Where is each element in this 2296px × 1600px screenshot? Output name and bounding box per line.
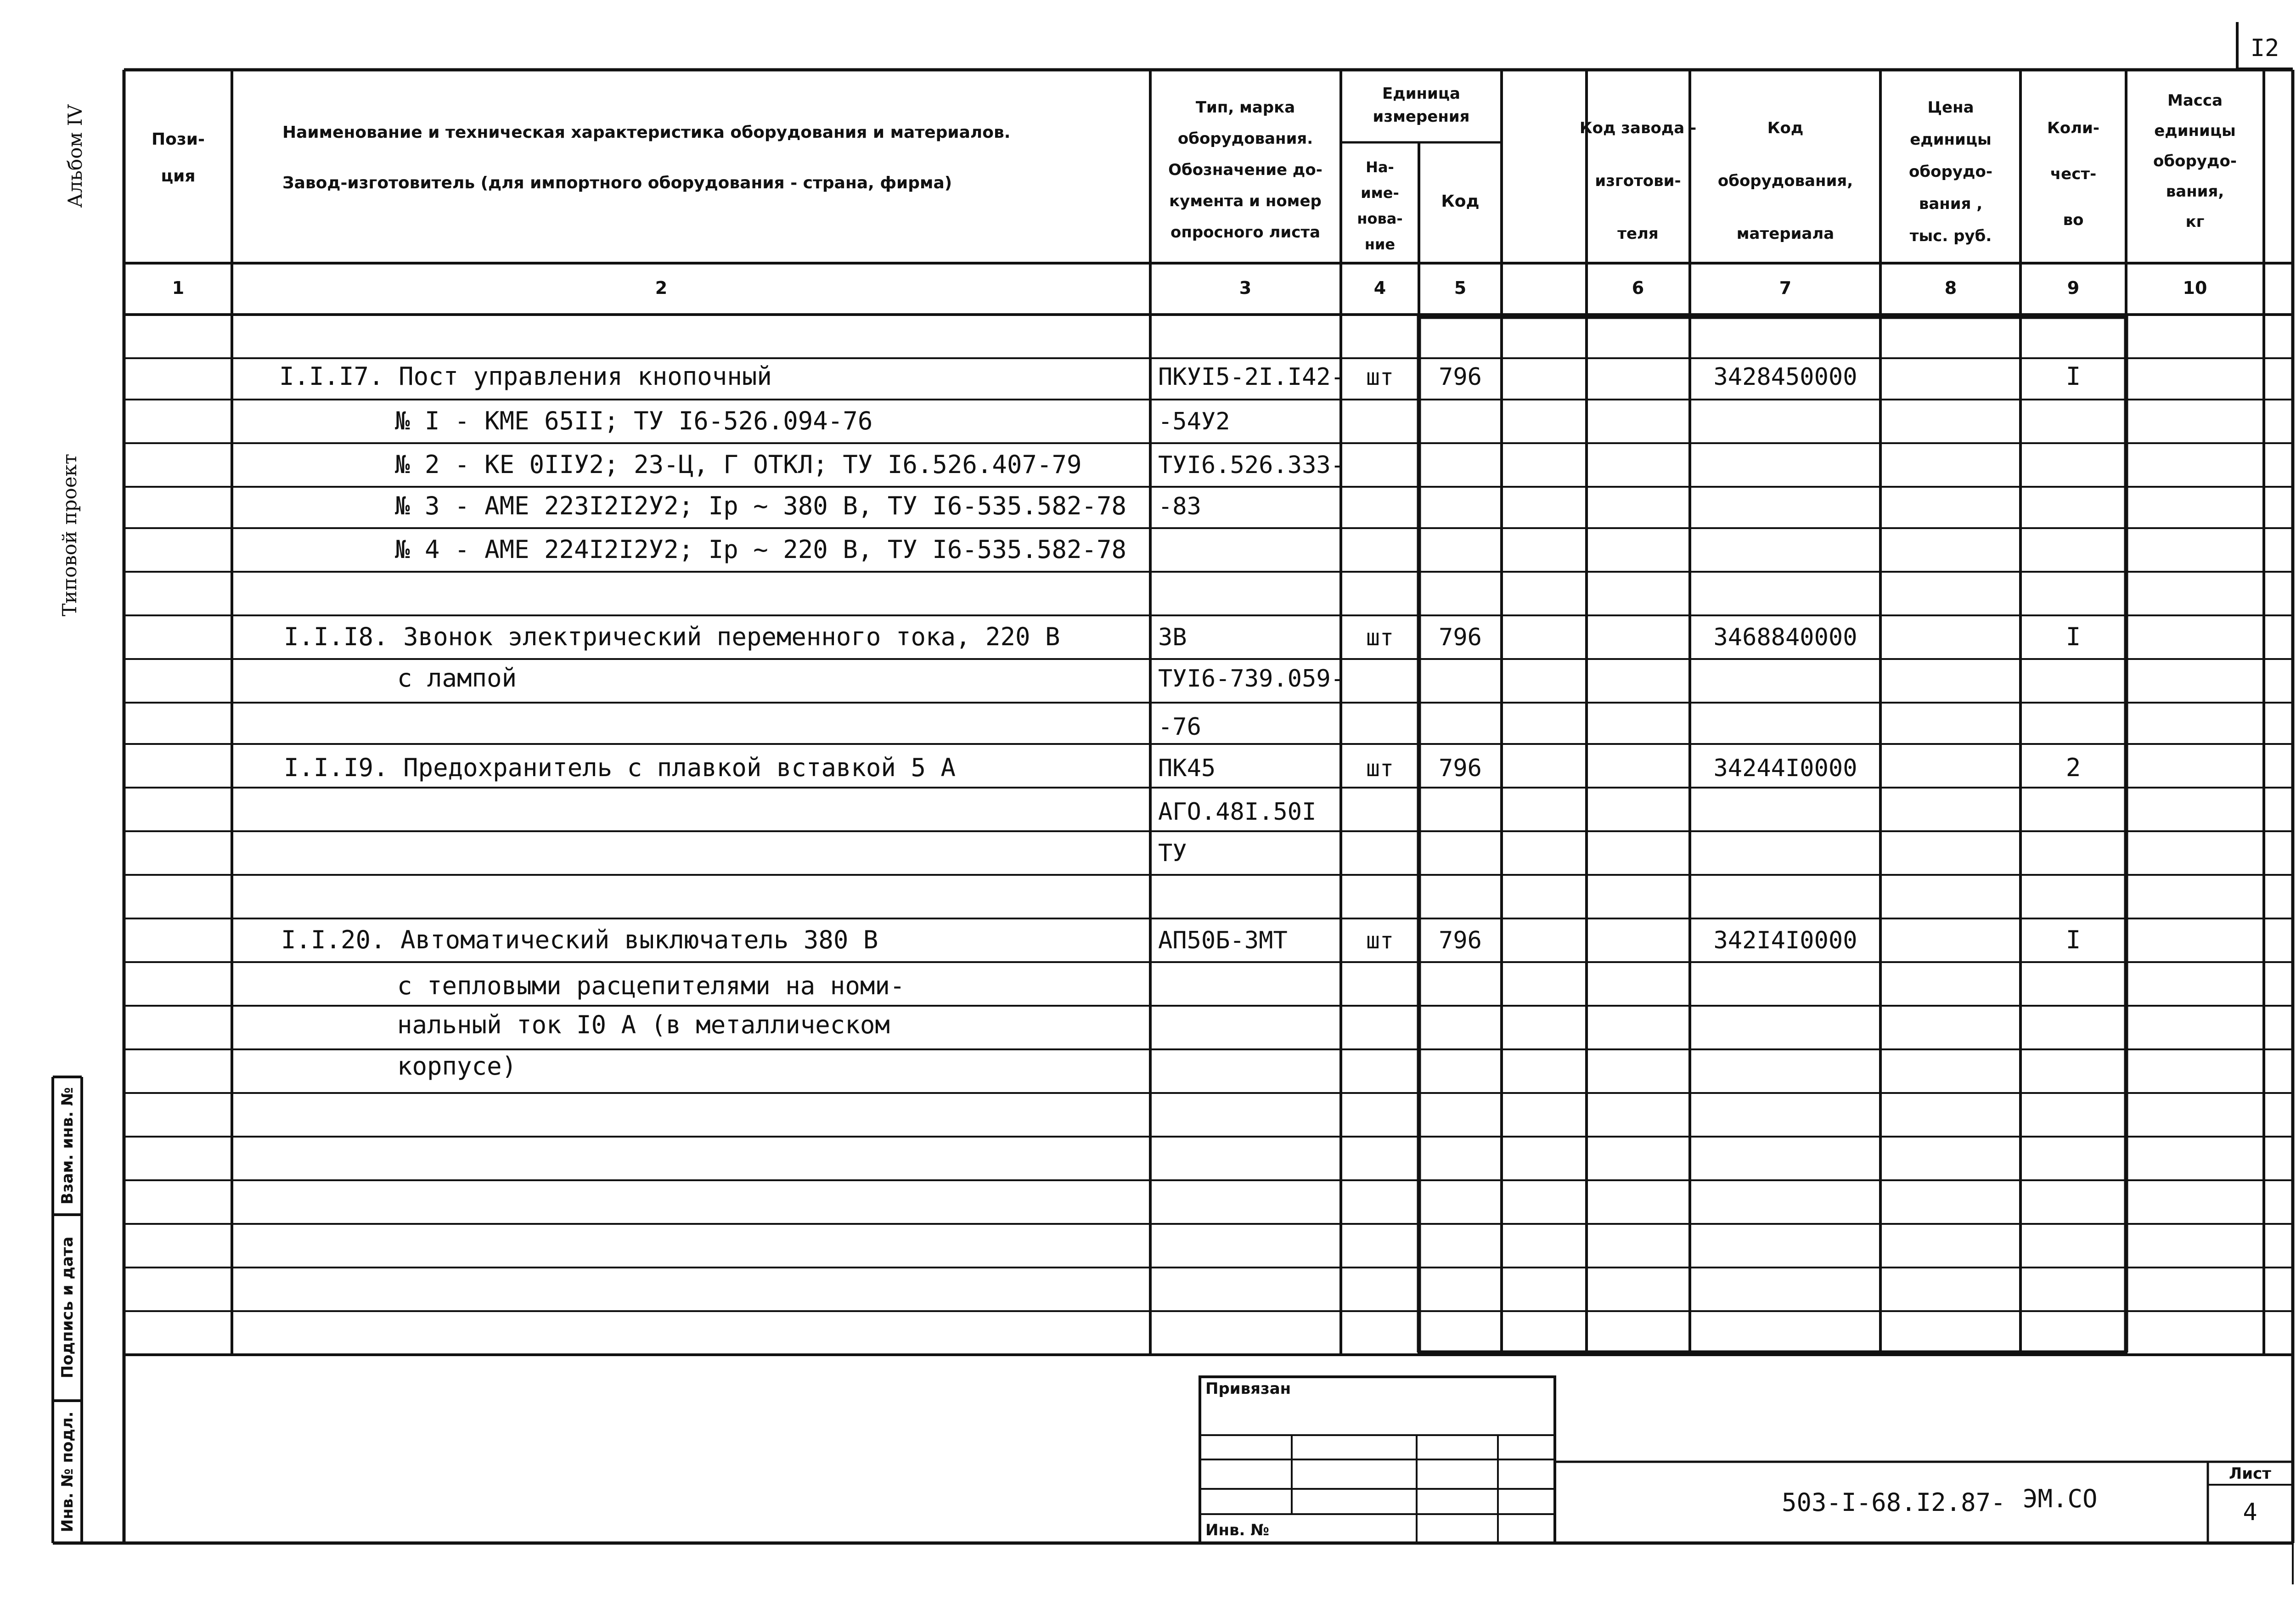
item-description: с лампой (397, 664, 517, 693)
item-type: ТУ (1158, 839, 1187, 867)
header-col10-line: кг (2185, 213, 2205, 231)
header-col7-line: материала (1736, 225, 1835, 243)
header-col4-line: На- (1366, 158, 1394, 176)
stamp-inv-orig: Инв. № подл. (58, 1411, 77, 1532)
column-number: 5 (1454, 278, 1467, 298)
item-equipment-code: 3428450000 (1713, 363, 1857, 391)
page-number: I2 (2250, 34, 2279, 62)
inv-no-label: Инв. № (1205, 1521, 1270, 1539)
page-number-box (2237, 22, 2293, 69)
sheet-label: Лист (2229, 1465, 2271, 1483)
header-col8-line: вания , (1919, 195, 1983, 213)
table-header (152, 85, 2237, 298)
header-col3-line: Обозначение до- (1168, 161, 1322, 179)
header-col4-line: нова- (1357, 210, 1403, 227)
item-equipment-code: 342I4I0000 (1713, 927, 1857, 954)
item-quantity: I (2065, 925, 2081, 954)
item-description: I.I.I9. Предохранитель с плавкой вставкой 5 А (284, 753, 956, 782)
header-col6-line: Код завода - (1579, 119, 1697, 137)
item-type: -83 (1158, 493, 1201, 520)
album-label: Альбом IV (64, 104, 86, 208)
stamp-replace-inv: Взам. инв. № (58, 1087, 77, 1205)
header-col6-line: теля (1617, 225, 1659, 243)
item-type: -76 (1158, 713, 1201, 741)
item-description: № 4 - АМЕ 224I2I2У2; Iр ~ 220 В, ТУ I6-535.582-78 (395, 535, 1127, 564)
item-description: I.I.I7. Пост управления кнопочный (279, 362, 772, 391)
item-type: ЗВ (1158, 624, 1187, 651)
header-col2-line: Наименование и техническая характеристика оборудования и материалов. (282, 123, 1011, 142)
header-col6-line: изготови- (1595, 172, 1681, 190)
header-col8-line: единицы (1910, 130, 1992, 149)
item-unit: шт (1366, 927, 1394, 954)
item-type: ТУI6.526.333- (1158, 451, 1345, 479)
header-col10-line: оборудо- (2153, 152, 2237, 170)
item-quantity: 2 (2065, 753, 2081, 782)
header-col3-line: опросного листа (1170, 223, 1321, 242)
item-unit: шт (1366, 624, 1394, 651)
column-number: 4 (1373, 278, 1386, 298)
item-type: АП50Б-3МТ (1158, 927, 1288, 954)
header-col10-line: вания, (2166, 182, 2224, 201)
item-description: I.I.20. Автоматический выключатель 380 В (281, 925, 878, 954)
item-equipment-code: 3468840000 (1713, 624, 1857, 651)
outer-frame (53, 70, 2293, 1584)
stamp-sign-date: Подпись и дата (58, 1236, 77, 1379)
item-type: АГО.48I.50I (1158, 798, 1317, 826)
header-col5-line: Код (1441, 192, 1480, 211)
document-suffix: ЭМ.СО (2023, 1484, 2098, 1513)
item-type: ТУI6-739.059- (1158, 665, 1345, 693)
item-quantity: I (2065, 362, 2081, 391)
item-type: ПКУI5-2I.I42- (1158, 363, 1345, 391)
item-unit: шт (1366, 755, 1394, 782)
item-description: нальный ток I0 А (в металлическом (397, 1010, 890, 1039)
item-description: I.I.I8. Звонок электрический переменного тока, 220 В (284, 622, 1060, 651)
header-col9-line: во (2063, 211, 2084, 229)
item-unit-code: 796 (1439, 755, 1482, 782)
item-description: № 2 - КЕ 0IIУ2; 23-Ц, Г ОТКЛ; ТУ I6.526.407-79 (395, 450, 1082, 479)
header-col8-line: Цена (1927, 98, 1974, 117)
item-unit-code: 796 (1439, 624, 1482, 651)
document-code: 503-I-68.I2.87- (1782, 1488, 2006, 1517)
column-number: 9 (2067, 278, 2080, 298)
header-col3-line: Тип, марка (1195, 98, 1295, 117)
header-col4-line: ние (1364, 236, 1396, 253)
header-col8-line: оборудо- (1909, 163, 1992, 181)
header-col7-line: Код (1767, 119, 1804, 137)
item-equipment-code: 34244I0000 (1713, 755, 1857, 782)
header-col4_group-line: Единица (1382, 85, 1460, 103)
table-body (279, 362, 2081, 1081)
project-label: Типовой проект (58, 453, 81, 617)
left-stamp-strip (53, 1077, 82, 1543)
header-col2-line: Завод-изготовитель (для импортного оборудования - страна, фирма) (282, 174, 952, 192)
column-number: 3 (1239, 278, 1252, 298)
header-col7-line: оборудования, (1717, 172, 1853, 190)
header-col9-line: чест- (2050, 165, 2097, 183)
header-col1-line: Пози- (152, 130, 205, 149)
column-number: 7 (1779, 278, 1792, 298)
item-description: № 3 - АМЕ 223I2I2У2; Iр ~ 380 В, ТУ I6-535.582-78 (395, 491, 1127, 520)
header-col8-line: тыс. руб. (1909, 227, 1992, 245)
header-col4_group-line: измерения (1373, 107, 1470, 126)
item-unit-code: 796 (1439, 927, 1482, 954)
item-description: корпусе) (397, 1052, 517, 1081)
header-col3-line: оборудования. (1177, 130, 1313, 148)
column-number: 6 (1632, 278, 1644, 298)
item-type: ПК45 (1158, 755, 1216, 782)
column-number: 1 (172, 278, 185, 298)
sheet-number: 4 (2243, 1499, 2257, 1526)
privyazan-label: Привязан (1205, 1380, 1291, 1398)
item-description: с тепловыми расцепителями на номи- (397, 971, 905, 1000)
header-col9-line: Коли- (2047, 119, 2099, 137)
item-description: № I - КМЕ 65II; ТУ I6-526.094-76 (395, 406, 873, 435)
header-col4-line: име- (1361, 184, 1399, 202)
column-number: 2 (655, 278, 668, 298)
header-col1-line: ция (161, 167, 196, 186)
column-number: 8 (1944, 278, 1957, 298)
title-block (124, 1355, 2293, 1543)
header-col10-line: единицы (2154, 122, 2236, 140)
header-col3-line: кумента и номер (1169, 192, 1322, 210)
item-quantity: I (2065, 622, 2081, 651)
item-unit-code: 796 (1439, 363, 1482, 391)
column-number: 10 (2183, 278, 2207, 298)
item-type: -54У2 (1158, 408, 1230, 435)
header-col10-line: Масса (2167, 91, 2223, 110)
item-unit: шт (1366, 364, 1394, 390)
